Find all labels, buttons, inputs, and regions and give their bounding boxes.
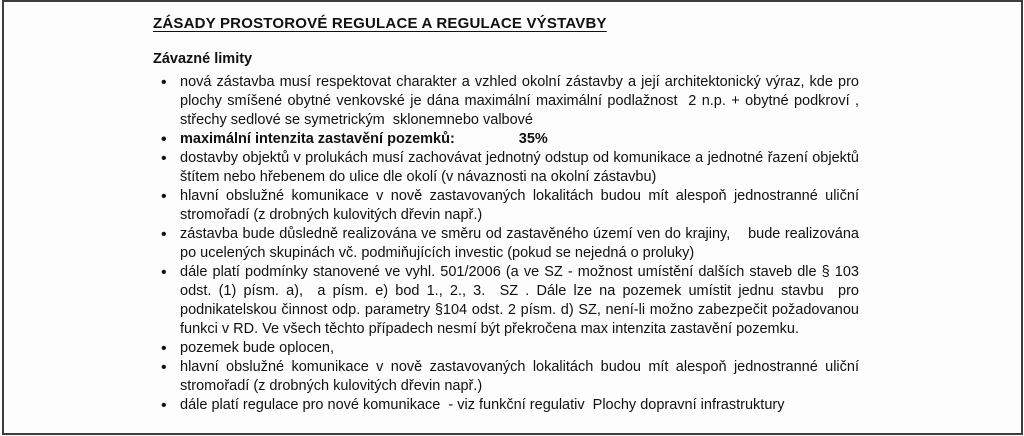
list-item-text: hlavní obslužné komunikace v nově zastavovaných lokalitách budou mít alespoň jednostranné uliční stromořadí (z drobných kulovitých dřevin např.) <box>180 359 864 394</box>
list-item-text: nová zástavba musí respektovat charakter a vzhled okolní zástavby a její architektonický výraz, kde pro plochy smíšené obytné venkovské je dána maximální maximální podlažnost 2 n.p. + obytné podkroví , střechy sedlové se symetrickým sklonemnebo valbové <box>180 74 864 128</box>
list-item-fencing <box>153 339 859 358</box>
binding-limits-list <box>153 73 864 415</box>
list-item-text: dostavby objektů v prolukách musí zachovávat jednotný odstup od komunikace a jednotné řazení objektů štítem nebo hřebenem do ulice dle okolí (v návaznosti na okolní zástavbu) <box>180 150 864 185</box>
intensity-value: 35% <box>518 131 548 147</box>
intensity-label: maximální intenzita zastavění pozemků: <box>180 131 455 147</box>
list-item-text: pozemek bude oplocen, <box>180 340 334 356</box>
list-item-text: zástavba bude důsledně realizována ve směru od zastavěného území ven do krajiny, bude realizována po ucelených skupinách vč. podmiňujících investic (pokud se nejedná o proluky) <box>180 226 864 261</box>
list-item-decree-conditions <box>153 263 864 339</box>
section-heading: Závazné limity <box>153 51 253 67</box>
list-item-text: dále platí regulace pro nové komunikace - viz funkční regulativ Plochy dopravní infrastruktury <box>180 397 785 413</box>
list-item-street-trees-1 <box>153 187 864 225</box>
document-title: ZÁSADY PROSTOROVÉ REGULACE A REGULACE VÝSTAVBY <box>153 15 607 32</box>
list-item-max-intensity <box>153 130 859 149</box>
list-item-new-development <box>153 73 864 130</box>
document-content <box>153 0 864 415</box>
list-item-street-trees-2 <box>153 358 864 396</box>
list-item-development-direction <box>153 225 864 263</box>
list-item-infill-buildings <box>153 149 864 187</box>
list-item-text: hlavní obslužné komunikace v nově zastavovaných lokalitách budou mít alespoň jednostranné uliční stromořadí (z drobných kulovitých dřevin např.) <box>180 188 864 223</box>
list-item-road-regulation <box>153 396 859 415</box>
list-item-text: dále platí podmínky stanovené ve vyhl. 501/2006 (a ve SZ - možnost umístění dalších staveb dle § 103 odst. (1) písm. a), a písm. e) bod 1., 2., 3. SZ . Dále lze na pozemek umístit jednu stavbu pro podnikatelskou činnost odp. parametry §104 odst. 2 písm. d) SZ, není-li možno zabezpečit požadovanou funkci v RD. Ve všech těchto případech nesmí být překročena max intenzita zastavění pozemku. <box>180 264 864 337</box>
